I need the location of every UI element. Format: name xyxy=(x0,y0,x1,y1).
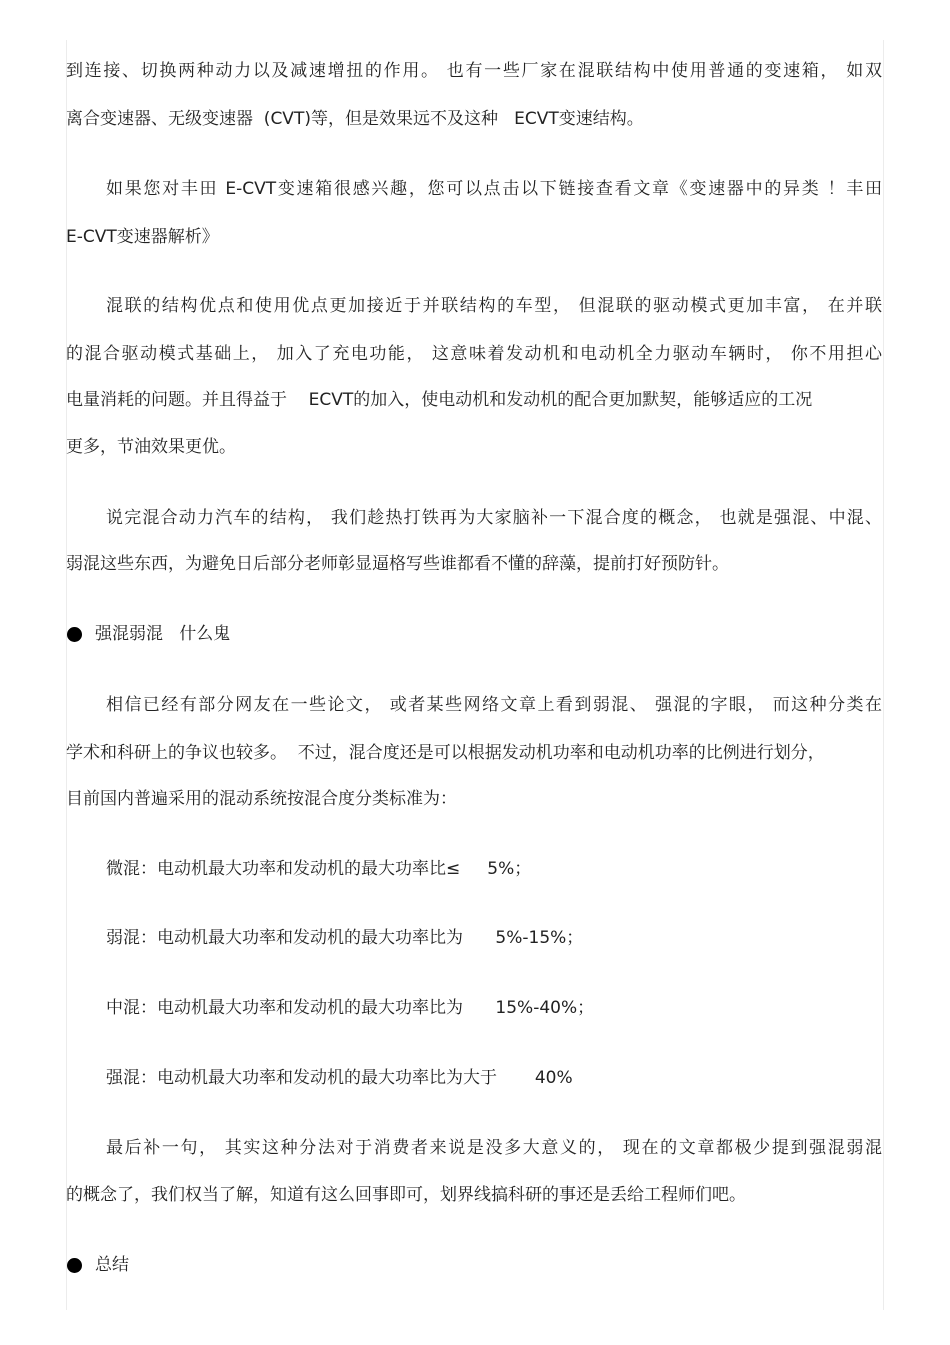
paragraph-5-line-3: 目前国内普遍采用的混动系统按混合度分类标准为： xyxy=(66,789,457,809)
classification-full-hybrid: 强混：电动机最大功率和发动机的最大功率比为大于 40% xyxy=(106,1068,573,1088)
paragraph-3-line-3: 电量消耗的问题。并且得益于 ECVT的加入，使电动机和发动机的配合更加默契，能够适应的工况 xyxy=(66,390,813,410)
paragraph-5-line-1: 相信已经有部分网友在一些论文， 或者某些网络文章上看到弱混、 强混的字眼， 而这种分类在 xyxy=(106,695,882,715)
paragraph-2-line-1: 如果您对丰田 E-CVT变速箱很感兴趣，您可以点击以下链接查看文章《变速器中的异类 ！丰田 xyxy=(106,179,882,199)
paragraph-6-line-2: 的概念了，我们权当了解，知道有这么回事即可，划界线搞科研的事还是丢给工程师们吧。 xyxy=(66,1185,746,1205)
paragraph-1-line-2: 离合变速器、无级变速器 (CVT)等，但是效果远不及这种 ECVT变速结构。 xyxy=(66,109,644,129)
paragraph-1-line-1: 到连接、切换两种动力以及减速增扭的作用。 也有一些厂家在混联结构中使用普通的变速箱， 如双 xyxy=(66,61,882,81)
bullet-icon xyxy=(67,627,82,642)
section-heading-hybrid-degree: 强混弱混 什么鬼 xyxy=(95,624,231,644)
paragraph-4-line-1: 说完混合动力汽车的结构， 我们趁热打铁再为大家脑补一下混合度的概念， 也就是强混、中混、 xyxy=(106,508,882,528)
paragraph-5-line-2: 学术和科研上的争议也较多。 不过，混合度还是可以根据发动机功率和电动机功率的比例进行划分， xyxy=(66,743,825,763)
bullet-icon xyxy=(67,1258,82,1273)
paragraph-4-line-2: 弱混这些东西，为避免日后部分老师彰显逼格写些谁都看不懂的辞藻，提前打好预防针。 xyxy=(66,554,729,574)
paragraph-3-line-4: 更多，节油效果更优。 xyxy=(66,437,236,457)
paragraph-3-line-1: 混联的结构优点和使用优点更加接近于并联结构的车型， 但混联的驱动模式更加丰富， 在并联 xyxy=(106,296,882,316)
paragraph-2-line-2: E-CVT变速器解析》 xyxy=(66,227,219,247)
paragraph-6-line-1: 最后补一句， 其实这种分法对于消费者来说是没多大意义的， 现在的文章都极少提到强混弱混 xyxy=(106,1138,882,1158)
classification-medium-hybrid: 中混：电动机最大功率和发动机的最大功率比为 15%-40%； xyxy=(106,998,595,1018)
right-margin-line xyxy=(883,40,884,1310)
classification-mild-hybrid: 弱混：电动机最大功率和发动机的最大功率比为 5%-15%； xyxy=(106,928,584,948)
section-heading-summary: 总结 xyxy=(95,1255,129,1275)
paragraph-3-line-2: 的混合驱动模式基础上， 加入了充电功能， 这意味着发动机和电动机全力驱动车辆时， 你不用担心 xyxy=(66,344,882,364)
classification-micro-hybrid: 微混：电动机最大功率和发动机的最大功率比≤ 5%； xyxy=(106,859,532,879)
